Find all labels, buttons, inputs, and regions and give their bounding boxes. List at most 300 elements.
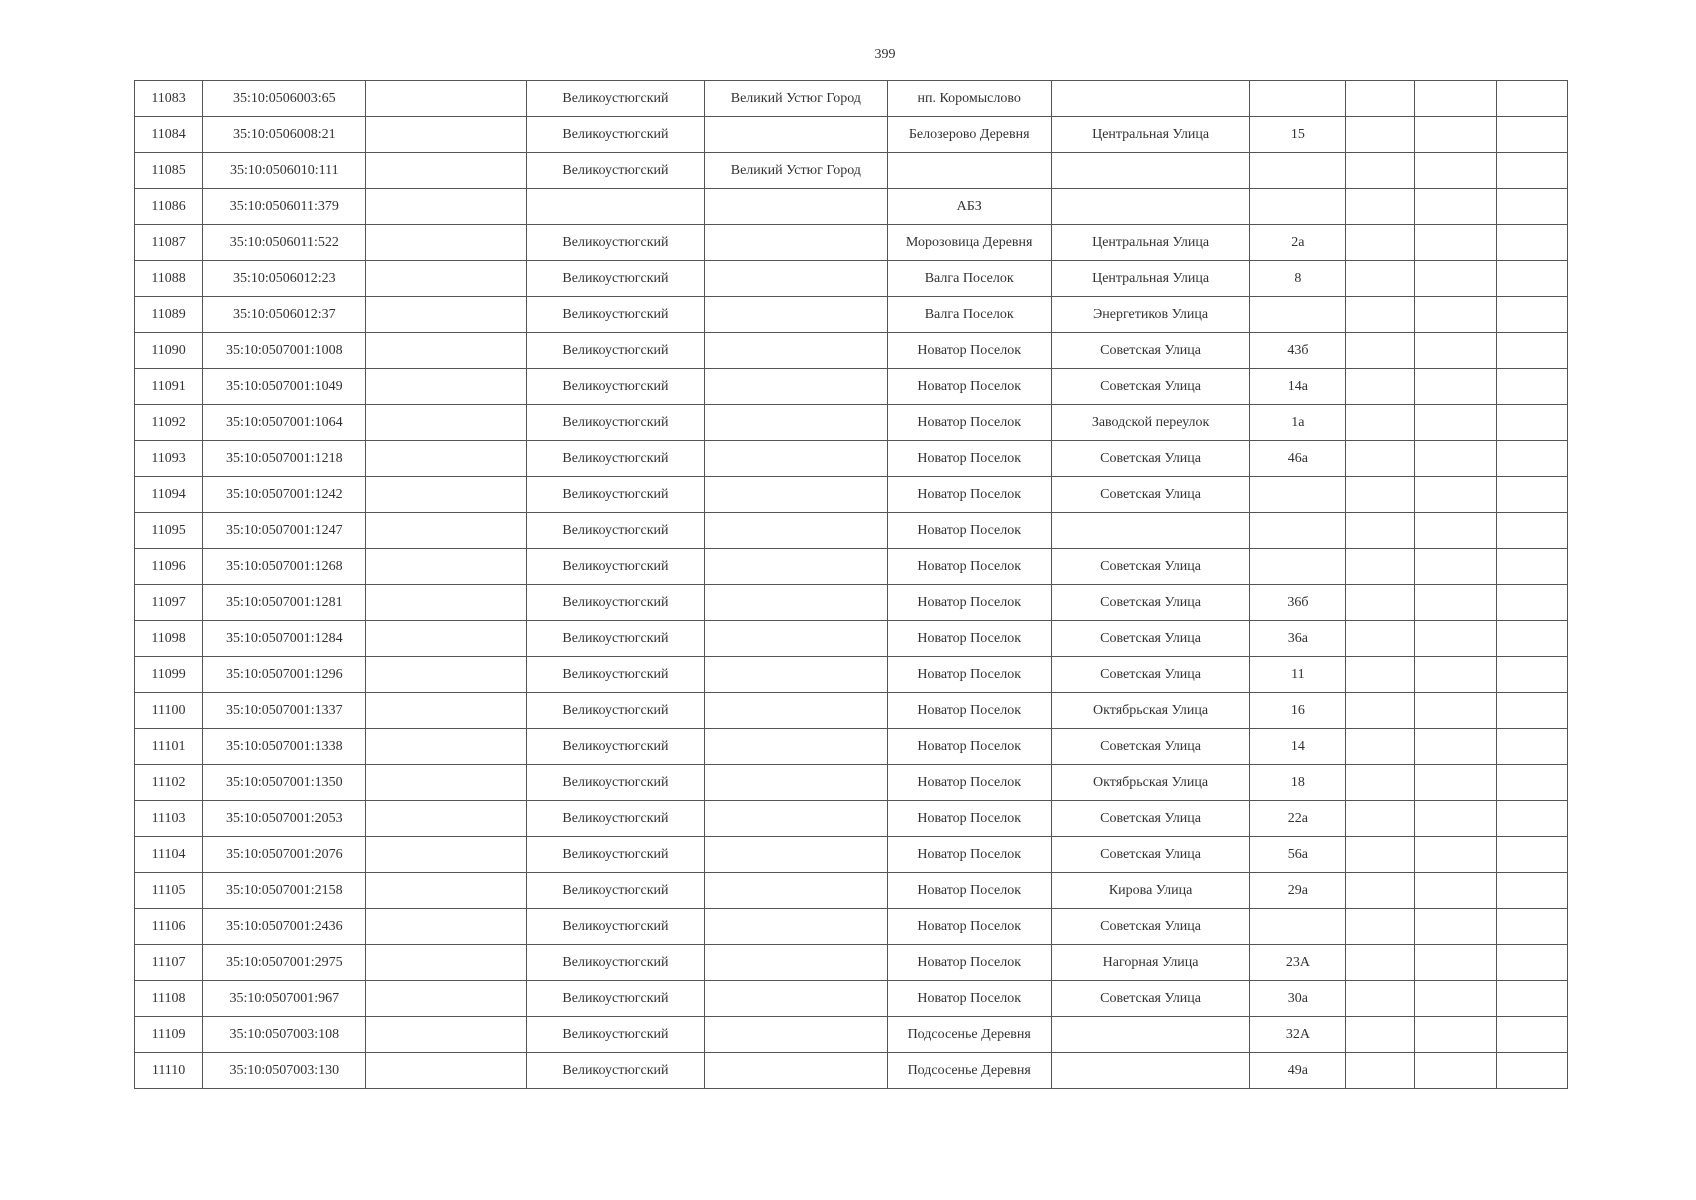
blank-cell xyxy=(366,225,526,261)
extra-cell-2 xyxy=(1414,153,1496,189)
extra-cell-3 xyxy=(1496,513,1567,549)
blank-cell xyxy=(366,441,526,477)
city-cell xyxy=(705,1053,887,1089)
extra-cell-2 xyxy=(1414,477,1496,513)
blank-cell xyxy=(366,549,526,585)
table-row xyxy=(135,297,1568,333)
district-cell: Великоустюгский xyxy=(526,441,704,477)
house-number-cell: 30а xyxy=(1250,981,1346,1017)
extra-cell-3 xyxy=(1496,585,1567,621)
street-cell: Нагорная Улица xyxy=(1051,945,1249,981)
extra-cell-3 xyxy=(1496,117,1567,153)
house-number-cell xyxy=(1250,189,1346,225)
extra-cell-1 xyxy=(1346,981,1414,1017)
extra-cell-2 xyxy=(1414,1017,1496,1053)
extra-cell-3 xyxy=(1496,693,1567,729)
extra-cell-3 xyxy=(1496,1053,1567,1089)
extra-cell-3 xyxy=(1496,837,1567,873)
extra-cell-3 xyxy=(1496,1017,1567,1053)
extra-cell-2 xyxy=(1414,81,1496,117)
settlement-cell: Новатор Поселок xyxy=(887,405,1051,441)
cadastral-register-table xyxy=(134,80,1568,1089)
extra-cell-2 xyxy=(1414,693,1496,729)
extra-cell-1 xyxy=(1346,549,1414,585)
extra-cell-1 xyxy=(1346,225,1414,261)
table-row xyxy=(135,801,1568,837)
blank-cell xyxy=(366,981,526,1017)
street-cell xyxy=(1051,1053,1249,1089)
cadastral-number-cell: 35:10:0507001:2158 xyxy=(203,873,366,909)
blank-cell xyxy=(366,189,526,225)
city-cell xyxy=(705,693,887,729)
settlement-cell: АБЗ xyxy=(887,189,1051,225)
city-cell xyxy=(705,801,887,837)
street-cell: Советская Улица xyxy=(1051,369,1249,405)
street-cell xyxy=(1051,189,1249,225)
settlement-cell: Новатор Поселок xyxy=(887,693,1051,729)
extra-cell-2 xyxy=(1414,333,1496,369)
blank-cell xyxy=(366,1053,526,1089)
extra-cell-2 xyxy=(1414,729,1496,765)
table-row xyxy=(135,873,1568,909)
district-cell: Великоустюгский xyxy=(526,153,704,189)
table-row xyxy=(135,369,1568,405)
row-number-cell: 11104 xyxy=(135,837,203,873)
street-cell: Советская Улица xyxy=(1051,333,1249,369)
table-row xyxy=(135,981,1568,1017)
table-row xyxy=(135,225,1568,261)
table-row xyxy=(135,657,1568,693)
table-row xyxy=(135,1017,1568,1053)
extra-cell-2 xyxy=(1414,657,1496,693)
street-cell: Энергетиков Улица xyxy=(1051,297,1249,333)
house-number-cell: 49а xyxy=(1250,1053,1346,1089)
house-number-cell xyxy=(1250,153,1346,189)
blank-cell xyxy=(366,765,526,801)
extra-cell-2 xyxy=(1414,225,1496,261)
row-number-cell: 11110 xyxy=(135,1053,203,1089)
cadastral-number-cell: 35:10:0507001:1247 xyxy=(203,513,366,549)
cadastral-number-cell: 35:10:0506012:37 xyxy=(203,297,366,333)
cadastral-number-cell: 35:10:0507001:1284 xyxy=(203,621,366,657)
row-number-cell: 11102 xyxy=(135,765,203,801)
street-cell: Советская Улица xyxy=(1051,477,1249,513)
city-cell xyxy=(705,405,887,441)
settlement-cell: Новатор Поселок xyxy=(887,765,1051,801)
settlement-cell: Валга Поселок xyxy=(887,261,1051,297)
table-row xyxy=(135,153,1568,189)
row-number-cell: 11107 xyxy=(135,945,203,981)
extra-cell-1 xyxy=(1346,729,1414,765)
extra-cell-3 xyxy=(1496,765,1567,801)
row-number-cell: 11090 xyxy=(135,333,203,369)
house-number-cell: 16 xyxy=(1250,693,1346,729)
row-number-cell: 11100 xyxy=(135,693,203,729)
table-row xyxy=(135,513,1568,549)
extra-cell-3 xyxy=(1496,189,1567,225)
settlement-cell: Новатор Поселок xyxy=(887,513,1051,549)
extra-cell-1 xyxy=(1346,477,1414,513)
table-row xyxy=(135,261,1568,297)
extra-cell-2 xyxy=(1414,1053,1496,1089)
city-cell xyxy=(705,585,887,621)
extra-cell-1 xyxy=(1346,513,1414,549)
settlement-cell: Валга Поселок xyxy=(887,297,1051,333)
extra-cell-1 xyxy=(1346,657,1414,693)
city-cell xyxy=(705,369,887,405)
table-row xyxy=(135,333,1568,369)
extra-cell-3 xyxy=(1496,405,1567,441)
city-cell xyxy=(705,621,887,657)
city-cell xyxy=(705,477,887,513)
city-cell xyxy=(705,1017,887,1053)
house-number-cell xyxy=(1250,549,1346,585)
cadastral-number-cell: 35:10:0507001:1296 xyxy=(203,657,366,693)
blank-cell xyxy=(366,873,526,909)
row-number-cell: 11088 xyxy=(135,261,203,297)
row-number-cell: 11087 xyxy=(135,225,203,261)
row-number-cell: 11096 xyxy=(135,549,203,585)
street-cell: Центральная Улица xyxy=(1051,261,1249,297)
house-number-cell: 32А xyxy=(1250,1017,1346,1053)
district-cell: Великоустюгский xyxy=(526,945,704,981)
city-cell xyxy=(705,945,887,981)
blank-cell xyxy=(366,261,526,297)
blank-cell xyxy=(366,513,526,549)
cadastral-number-cell: 35:10:0507001:1281 xyxy=(203,585,366,621)
extra-cell-2 xyxy=(1414,297,1496,333)
city-cell xyxy=(705,297,887,333)
table-row xyxy=(135,765,1568,801)
extra-cell-2 xyxy=(1414,585,1496,621)
table-row xyxy=(135,693,1568,729)
row-number-cell: 11109 xyxy=(135,1017,203,1053)
extra-cell-3 xyxy=(1496,657,1567,693)
blank-cell xyxy=(366,477,526,513)
settlement-cell: Подсосенье Деревня xyxy=(887,1053,1051,1089)
extra-cell-2 xyxy=(1414,909,1496,945)
blank-cell xyxy=(366,909,526,945)
district-cell: Великоустюгский xyxy=(526,693,704,729)
extra-cell-3 xyxy=(1496,477,1567,513)
extra-cell-2 xyxy=(1414,117,1496,153)
cadastral-number-cell: 35:10:0507001:1350 xyxy=(203,765,366,801)
settlement-cell: Новатор Поселок xyxy=(887,657,1051,693)
extra-cell-1 xyxy=(1346,333,1414,369)
table-row xyxy=(135,441,1568,477)
district-cell: Великоустюгский xyxy=(526,333,704,369)
extra-cell-1 xyxy=(1346,909,1414,945)
row-number-cell: 11094 xyxy=(135,477,203,513)
extra-cell-3 xyxy=(1496,945,1567,981)
extra-cell-3 xyxy=(1496,621,1567,657)
street-cell xyxy=(1051,81,1249,117)
row-number-cell: 11086 xyxy=(135,189,203,225)
extra-cell-3 xyxy=(1496,729,1567,765)
street-cell xyxy=(1051,513,1249,549)
district-cell: Великоустюгский xyxy=(526,477,704,513)
extra-cell-3 xyxy=(1496,153,1567,189)
extra-cell-2 xyxy=(1414,873,1496,909)
row-number-cell: 11108 xyxy=(135,981,203,1017)
extra-cell-2 xyxy=(1414,945,1496,981)
settlement-cell: Новатор Поселок xyxy=(887,549,1051,585)
extra-cell-1 xyxy=(1346,585,1414,621)
extra-cell-3 xyxy=(1496,261,1567,297)
extra-cell-3 xyxy=(1496,549,1567,585)
row-number-cell: 11101 xyxy=(135,729,203,765)
table-row xyxy=(135,945,1568,981)
extra-cell-2 xyxy=(1414,441,1496,477)
extra-cell-1 xyxy=(1346,81,1414,117)
row-number-cell: 11103 xyxy=(135,801,203,837)
extra-cell-1 xyxy=(1346,621,1414,657)
table-row xyxy=(135,1053,1568,1089)
house-number-cell: 36а xyxy=(1250,621,1346,657)
row-number-cell: 11099 xyxy=(135,657,203,693)
cadastral-number-cell: 35:10:0507001:1218 xyxy=(203,441,366,477)
cadastral-number-cell: 35:10:0506012:23 xyxy=(203,261,366,297)
street-cell xyxy=(1051,153,1249,189)
table-row xyxy=(135,405,1568,441)
table-row xyxy=(135,549,1568,585)
street-cell: Советская Улица xyxy=(1051,801,1249,837)
settlement-cell: Новатор Поселок xyxy=(887,909,1051,945)
district-cell: Великоустюгский xyxy=(526,225,704,261)
street-cell: Кирова Улица xyxy=(1051,873,1249,909)
city-cell xyxy=(705,729,887,765)
street-cell: Советская Улица xyxy=(1051,981,1249,1017)
extra-cell-3 xyxy=(1496,801,1567,837)
cadastral-number-cell: 35:10:0507001:2076 xyxy=(203,837,366,873)
extra-cell-3 xyxy=(1496,873,1567,909)
district-cell: Великоустюгский xyxy=(526,369,704,405)
extra-cell-3 xyxy=(1496,441,1567,477)
extra-cell-1 xyxy=(1346,261,1414,297)
district-cell: Великоустюгский xyxy=(526,729,704,765)
extra-cell-2 xyxy=(1414,549,1496,585)
blank-cell xyxy=(366,585,526,621)
row-number-cell: 11092 xyxy=(135,405,203,441)
settlement-cell: Подсосенье Деревня xyxy=(887,1017,1051,1053)
street-cell: Центральная Улица xyxy=(1051,117,1249,153)
table-row xyxy=(135,477,1568,513)
extra-cell-2 xyxy=(1414,981,1496,1017)
cadastral-number-cell: 35:10:0507001:1064 xyxy=(203,405,366,441)
blank-cell xyxy=(366,405,526,441)
street-cell: Октябрьская Улица xyxy=(1051,765,1249,801)
blank-cell xyxy=(366,945,526,981)
district-cell: Великоустюгский xyxy=(526,873,704,909)
house-number-cell: 43б xyxy=(1250,333,1346,369)
city-cell: Великий Устюг Город xyxy=(705,81,887,117)
row-number-cell: 11084 xyxy=(135,117,203,153)
house-number-cell: 22а xyxy=(1250,801,1346,837)
settlement-cell: Новатор Поселок xyxy=(887,369,1051,405)
row-number-cell: 11085 xyxy=(135,153,203,189)
blank-cell xyxy=(366,621,526,657)
house-number-cell xyxy=(1250,477,1346,513)
settlement-cell: Новатор Поселок xyxy=(887,585,1051,621)
extra-cell-1 xyxy=(1346,117,1414,153)
row-number-cell: 11106 xyxy=(135,909,203,945)
district-cell: Великоустюгский xyxy=(526,657,704,693)
district-cell: Великоустюгский xyxy=(526,1053,704,1089)
blank-cell xyxy=(366,837,526,873)
city-cell xyxy=(705,909,887,945)
extra-cell-3 xyxy=(1496,981,1567,1017)
city-cell xyxy=(705,981,887,1017)
cadastral-number-cell: 35:10:0507001:2436 xyxy=(203,909,366,945)
city-cell xyxy=(705,513,887,549)
house-number-cell: 1а xyxy=(1250,405,1346,441)
house-number-cell: 14а xyxy=(1250,369,1346,405)
extra-cell-1 xyxy=(1346,801,1414,837)
cadastral-number-cell: 35:10:0507003:130 xyxy=(203,1053,366,1089)
city-cell xyxy=(705,837,887,873)
city-cell: Великий Устюг Город xyxy=(705,153,887,189)
blank-cell xyxy=(366,333,526,369)
city-cell xyxy=(705,657,887,693)
district-cell: Великоустюгский xyxy=(526,801,704,837)
extra-cell-2 xyxy=(1414,765,1496,801)
blank-cell xyxy=(366,297,526,333)
row-number-cell: 11093 xyxy=(135,441,203,477)
house-number-cell: 2а xyxy=(1250,225,1346,261)
street-cell: Советская Улица xyxy=(1051,621,1249,657)
district-cell: Великоустюгский xyxy=(526,621,704,657)
cadastral-number-cell: 35:10:0507001:1008 xyxy=(203,333,366,369)
house-number-cell: 56а xyxy=(1250,837,1346,873)
extra-cell-2 xyxy=(1414,837,1496,873)
extra-cell-2 xyxy=(1414,261,1496,297)
extra-cell-1 xyxy=(1346,441,1414,477)
extra-cell-1 xyxy=(1346,693,1414,729)
house-number-cell xyxy=(1250,81,1346,117)
city-cell xyxy=(705,225,887,261)
house-number-cell xyxy=(1250,909,1346,945)
blank-cell xyxy=(366,801,526,837)
blank-cell xyxy=(366,117,526,153)
settlement-cell xyxy=(887,153,1051,189)
blank-cell xyxy=(366,1017,526,1053)
street-cell: Советская Улица xyxy=(1051,837,1249,873)
street-cell xyxy=(1051,1017,1249,1053)
cadastral-number-cell: 35:10:0506011:522 xyxy=(203,225,366,261)
settlement-cell: Белозерово Деревня xyxy=(887,117,1051,153)
extra-cell-3 xyxy=(1496,297,1567,333)
street-cell: Советская Улица xyxy=(1051,729,1249,765)
district-cell: Великоустюгский xyxy=(526,765,704,801)
district-cell: Великоустюгский xyxy=(526,513,704,549)
table-row xyxy=(135,117,1568,153)
extra-cell-1 xyxy=(1346,837,1414,873)
street-cell: Заводской переулок xyxy=(1051,405,1249,441)
settlement-cell: Новатор Поселок xyxy=(887,873,1051,909)
district-cell: Великоустюгский xyxy=(526,981,704,1017)
extra-cell-2 xyxy=(1414,189,1496,225)
settlement-cell: Новатор Поселок xyxy=(887,621,1051,657)
cadastral-number-cell: 35:10:0506008:21 xyxy=(203,117,366,153)
district-cell: Великоустюгский xyxy=(526,585,704,621)
cadastral-number-cell: 35:10:0506011:379 xyxy=(203,189,366,225)
blank-cell xyxy=(366,369,526,405)
settlement-cell: Новатор Поселок xyxy=(887,477,1051,513)
city-cell xyxy=(705,441,887,477)
table-row xyxy=(135,909,1568,945)
cadastral-number-cell: 35:10:0506003:65 xyxy=(203,81,366,117)
district-cell: Великоустюгский xyxy=(526,1017,704,1053)
blank-cell xyxy=(366,153,526,189)
house-number-cell: 36б xyxy=(1250,585,1346,621)
table-row xyxy=(135,837,1568,873)
street-cell: Советская Улица xyxy=(1051,441,1249,477)
cadastral-number-cell: 35:10:0507001:1268 xyxy=(203,549,366,585)
extra-cell-1 xyxy=(1346,945,1414,981)
extra-cell-3 xyxy=(1496,81,1567,117)
cadastral-number-cell: 35:10:0507001:2975 xyxy=(203,945,366,981)
table-row xyxy=(135,189,1568,225)
street-cell: Советская Улица xyxy=(1051,549,1249,585)
extra-cell-1 xyxy=(1346,369,1414,405)
cadastral-number-cell: 35:10:0507001:1337 xyxy=(203,693,366,729)
house-number-cell: 46а xyxy=(1250,441,1346,477)
street-cell: Советская Улица xyxy=(1051,909,1249,945)
settlement-cell: Новатор Поселок xyxy=(887,801,1051,837)
house-number-cell xyxy=(1250,297,1346,333)
register-body xyxy=(135,81,1568,1089)
city-cell xyxy=(705,117,887,153)
extra-cell-2 xyxy=(1414,369,1496,405)
extra-cell-1 xyxy=(1346,189,1414,225)
settlement-cell: Новатор Поселок xyxy=(887,837,1051,873)
row-number-cell: 11089 xyxy=(135,297,203,333)
district-cell xyxy=(526,189,704,225)
extra-cell-1 xyxy=(1346,297,1414,333)
extra-cell-1 xyxy=(1346,765,1414,801)
row-number-cell: 11105 xyxy=(135,873,203,909)
row-number-cell: 11091 xyxy=(135,369,203,405)
blank-cell xyxy=(366,657,526,693)
city-cell xyxy=(705,873,887,909)
extra-cell-3 xyxy=(1496,909,1567,945)
city-cell xyxy=(705,333,887,369)
table-row xyxy=(135,621,1568,657)
house-number-cell: 11 xyxy=(1250,657,1346,693)
row-number-cell: 11098 xyxy=(135,621,203,657)
cadastral-number-cell: 35:10:0507001:1242 xyxy=(203,477,366,513)
cadastral-number-cell: 35:10:0507001:1338 xyxy=(203,729,366,765)
extra-cell-1 xyxy=(1346,153,1414,189)
blank-cell xyxy=(366,81,526,117)
extra-cell-3 xyxy=(1496,369,1567,405)
district-cell: Великоустюгский xyxy=(526,261,704,297)
district-cell: Великоустюгский xyxy=(526,81,704,117)
house-number-cell: 23А xyxy=(1250,945,1346,981)
settlement-cell: Морозовица Деревня xyxy=(887,225,1051,261)
house-number-cell: 29а xyxy=(1250,873,1346,909)
house-number-cell: 14 xyxy=(1250,729,1346,765)
cadastral-number-cell: 35:10:0507003:108 xyxy=(203,1017,366,1053)
district-cell: Великоустюгский xyxy=(526,909,704,945)
district-cell: Великоустюгский xyxy=(526,837,704,873)
row-number-cell: 11095 xyxy=(135,513,203,549)
cadastral-number-cell: 35:10:0507001:967 xyxy=(203,981,366,1017)
district-cell: Великоустюгский xyxy=(526,297,704,333)
table-row xyxy=(135,81,1568,117)
settlement-cell: нп. Коромыслово xyxy=(887,81,1051,117)
city-cell xyxy=(705,261,887,297)
